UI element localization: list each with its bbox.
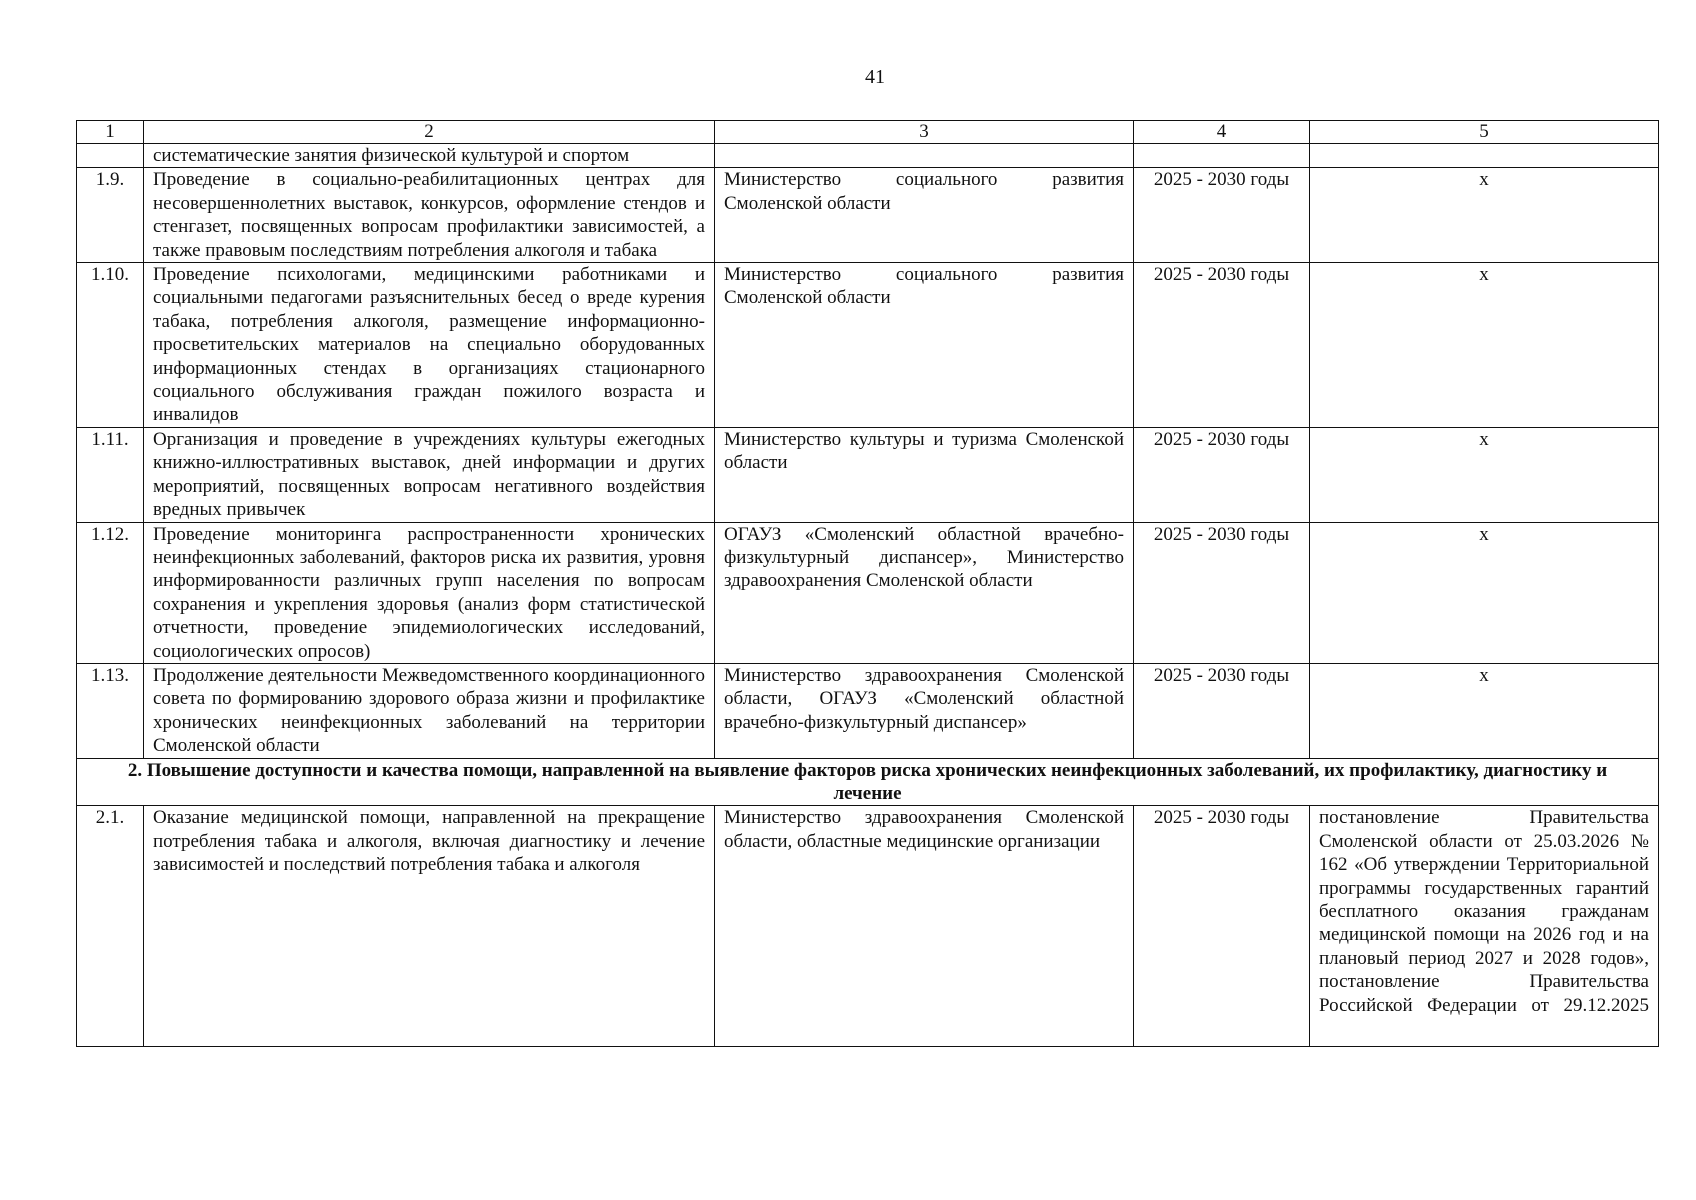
- measure-text: Проведение психологами, медицинскими работниками и социальными педагогами разъяснительных бесед о вреде курения табака, потребления алкоголя, размещение информационно-просветительских материалов на специально оборудованных информационных стендах в организациях стационарного социального обслуживания граждан пожилого возраста и инвалидов: [144, 263, 715, 428]
- section-heading-row: [77, 758, 1659, 806]
- measure-text: Оказание медицинской помощи, направленной на прекращение потребления табака и алкоголя, включая диагностику и лечение зависимостей и последствий потребления табака и алкоголя: [144, 806, 715, 1047]
- basis-text: постановление Правительства Смоленской области от 25.03.2026 № 162 «Об утверждении Территориальной программы государственных гарантий бесплатного оказания гражданам медицинской помощи на 2026 год и на плановый период 2027 и 2028 годов», постановление Правительства Российской Федерации от 29.12.2025: [1310, 806, 1659, 1047]
- period-text: 2025 - 2030 годы: [1134, 806, 1310, 1047]
- executor-text: [715, 144, 1134, 168]
- measure-text: Организация и проведение в учреждениях культуры ежегодных книжно-иллюстративных выставок, дней информации и других мероприятий, посвященных вопросам негативного воздействия вредных привычек: [144, 427, 715, 522]
- period-text: 2025 - 2030 годы: [1134, 522, 1310, 663]
- basis-text: [1310, 144, 1659, 168]
- basis-text: х: [1310, 663, 1659, 758]
- executor-text: Министерство здравоохранения Смоленской области, областные медицинские организации: [715, 806, 1134, 1047]
- table-row: [77, 522, 1659, 663]
- section-heading: 2. Повышение доступности и качества помощи, направленной на выявление факторов риска хронических неинфекционных заболеваний, их профилактику, диагностику и лечение: [77, 758, 1659, 806]
- measure-text: Продолжение деятельности Межведомственного координационного совета по формированию здорового образа жизни и профилактике хронических неинфекционных заболеваний на территории Смоленской области: [144, 663, 715, 758]
- period-text: 2025 - 2030 годы: [1134, 263, 1310, 428]
- basis-text: х: [1310, 522, 1659, 663]
- row-number: 1.11.: [77, 427, 144, 522]
- column-header-4: 4: [1134, 121, 1310, 144]
- row-number: 1.12.: [77, 522, 144, 663]
- period-text: 2025 - 2030 годы: [1134, 168, 1310, 263]
- column-header-2: 2: [144, 121, 715, 144]
- column-header-1: 1: [77, 121, 144, 144]
- table-row: [77, 427, 1659, 522]
- period-text: 2025 - 2030 годы: [1134, 663, 1310, 758]
- table-row: [77, 263, 1659, 428]
- executor-text: Министерство социального развития Смоленской области: [715, 168, 1134, 263]
- period-text: [1134, 144, 1310, 168]
- page-number: 41: [865, 66, 885, 88]
- basis-text: х: [1310, 263, 1659, 428]
- basis-text: х: [1310, 427, 1659, 522]
- table-row: [77, 806, 1659, 1047]
- period-text: 2025 - 2030 годы: [1134, 427, 1310, 522]
- row-number: 1.9.: [77, 168, 144, 263]
- executor-text: ОГАУЗ «Смоленский областной врачебно-физкультурный диспансер», Министерство здравоохранения Смоленской области: [715, 522, 1134, 663]
- measures-table: [76, 120, 1659, 1047]
- executor-text: Министерство здравоохранения Смоленской области, ОГАУЗ «Смоленский областной врачебно-физкультурный диспансер»: [715, 663, 1134, 758]
- executor-text: Министерство социального развития Смоленской области: [715, 263, 1134, 428]
- table-row: [77, 663, 1659, 758]
- table-row-continuation: [77, 144, 1659, 168]
- table-header-row: [77, 121, 1659, 144]
- measure-text: систематические занятия физической культурой и спортом: [144, 144, 715, 168]
- row-number: 1.13.: [77, 663, 144, 758]
- measure-text: Проведение мониторинга распространенности хронических неинфекционных заболеваний, факторов риска их развития, уровня информированности различных групп населения по вопросам сохранения и укрепления здоровья (анализ форм статистической отчетности, проведение эпидемиологических исследований, социологических опросов): [144, 522, 715, 663]
- column-header-3: 3: [715, 121, 1134, 144]
- table-row: [77, 168, 1659, 263]
- row-number: 2.1.: [77, 806, 144, 1047]
- measure-text: Проведение в социально-реабилитационных центрах для несовершеннолетних выставок, конкурсов, оформление стендов и стенгазет, посвященных вопросам профилактики зависимостей, а также правовым последствиям потребления алкоголя и табака: [144, 168, 715, 263]
- row-number: 1.10.: [77, 263, 144, 428]
- row-number: [77, 144, 144, 168]
- column-header-5: 5: [1310, 121, 1659, 144]
- executor-text: Министерство культуры и туризма Смоленской области: [715, 427, 1134, 522]
- basis-text: х: [1310, 168, 1659, 263]
